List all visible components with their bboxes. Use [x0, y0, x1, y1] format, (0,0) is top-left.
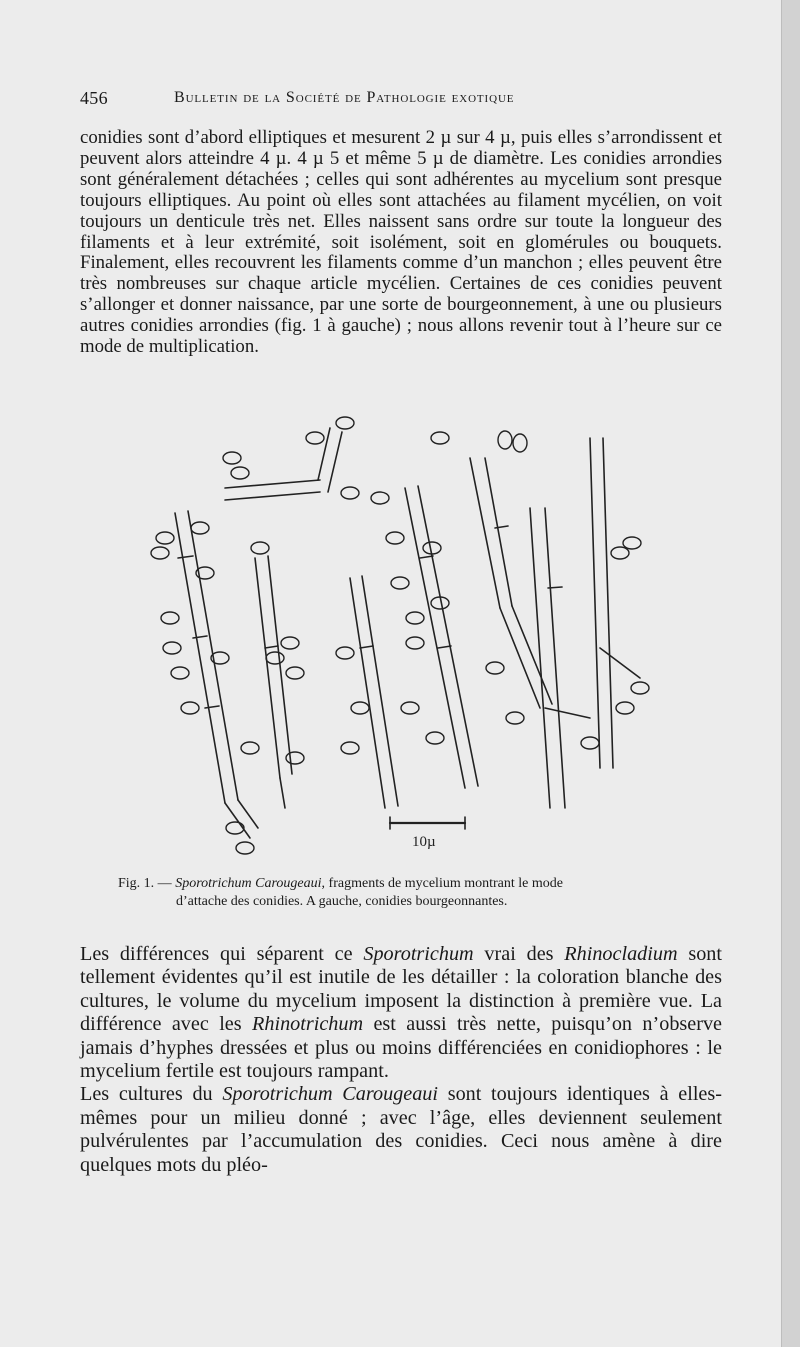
caption-species: Sporotrichum Carougeaui [175, 876, 322, 891]
text-run: vrai des [473, 943, 565, 965]
caption-line-2: d’attache des conidies. A gauche, conidies bourgeonnantes. [176, 894, 508, 909]
text-run: est aussi très nette, puisqu’on n’observe jamais d’hyphes dressées et plus ou moins différenciées en conidiophores : le mycelium fertile est toujours rampant. [80, 1013, 722, 1083]
caption-line-1 [118, 875, 718, 893]
caption-prefix: Fig. 1. — [118, 876, 176, 891]
paragraph-cultures [80, 1083, 722, 1177]
text-run: Les cultures du [80, 1083, 223, 1106]
caption-rest: , fragments de mycelium montrant le mode [321, 876, 563, 891]
taxon-name: Sporotrichum [363, 943, 474, 965]
figure-mycelium-drawing [120, 408, 680, 878]
body-text-top [80, 128, 722, 358]
paragraph-conidies: conidies sont d’abord elliptiques et mesurent 2 µ sur 4 µ, puis elles s’arrondissent et peuvent alors atteindre 4 µ. 4 µ 5 et même 5 µ de diamètre. Les conidies arrondies sont généralement détachées ; celles qui sont adhérentes au mycelium sont presque toujours elliptiques. Au point où elles sont attachées au filament mycélien, on voit toujours un denticule très net. Elles naissent sans ordre sur toute la longueur des filaments et à leur extrémité, soit isolément, soit en glomérules ou bouquets. Finalement, elles recouvrent les filaments comme d’un manchon ; elles peuvent être très nombreuses sur chaque article mycélien. Certaines de ces conidies peuvent s’allonger et donner naissance, par une sorte de bourgeonnement, à une ou plusieurs autres conidies arrondies (fig. 1 à gauche) ; nous allons revenir tout à l’heure sur ce mode de multiplication. [80, 127, 722, 358]
paragraph-differences [80, 943, 722, 1083]
figure-caption [118, 875, 718, 911]
text-run: sont tellement évidentes qu’il est inutile de les détailler : la coloration blanche des cultures, le volume du mycelium imposent la distinction à première vue. La différence avec les [80, 943, 722, 1036]
scale-bar-label: 10µ [412, 834, 436, 850]
page-header [80, 88, 722, 112]
text-run: Les différences qui séparent ce [80, 943, 364, 965]
body-text-bottom [80, 943, 722, 1177]
taxon-name: Sporotrichum Carougeaui [222, 1083, 439, 1106]
page-number: 456 [80, 88, 108, 108]
mycelium-illustration [120, 408, 680, 878]
taxon-name: Rhinotrichum [252, 1013, 364, 1036]
taxon-name: Rhinocladium [564, 943, 678, 965]
page-edge [781, 0, 800, 1347]
running-title: Bulletin de la Société de Pathologie exotique [174, 89, 515, 106]
text-run: sont toujours identiques à elles-mêmes pour un milieu donné ; avec l’âge, elles deviennent seulement pulvérulentes par l’accumulation des conidies. Ceci nous amène à dire quelques mots du pléo- [80, 1083, 722, 1176]
